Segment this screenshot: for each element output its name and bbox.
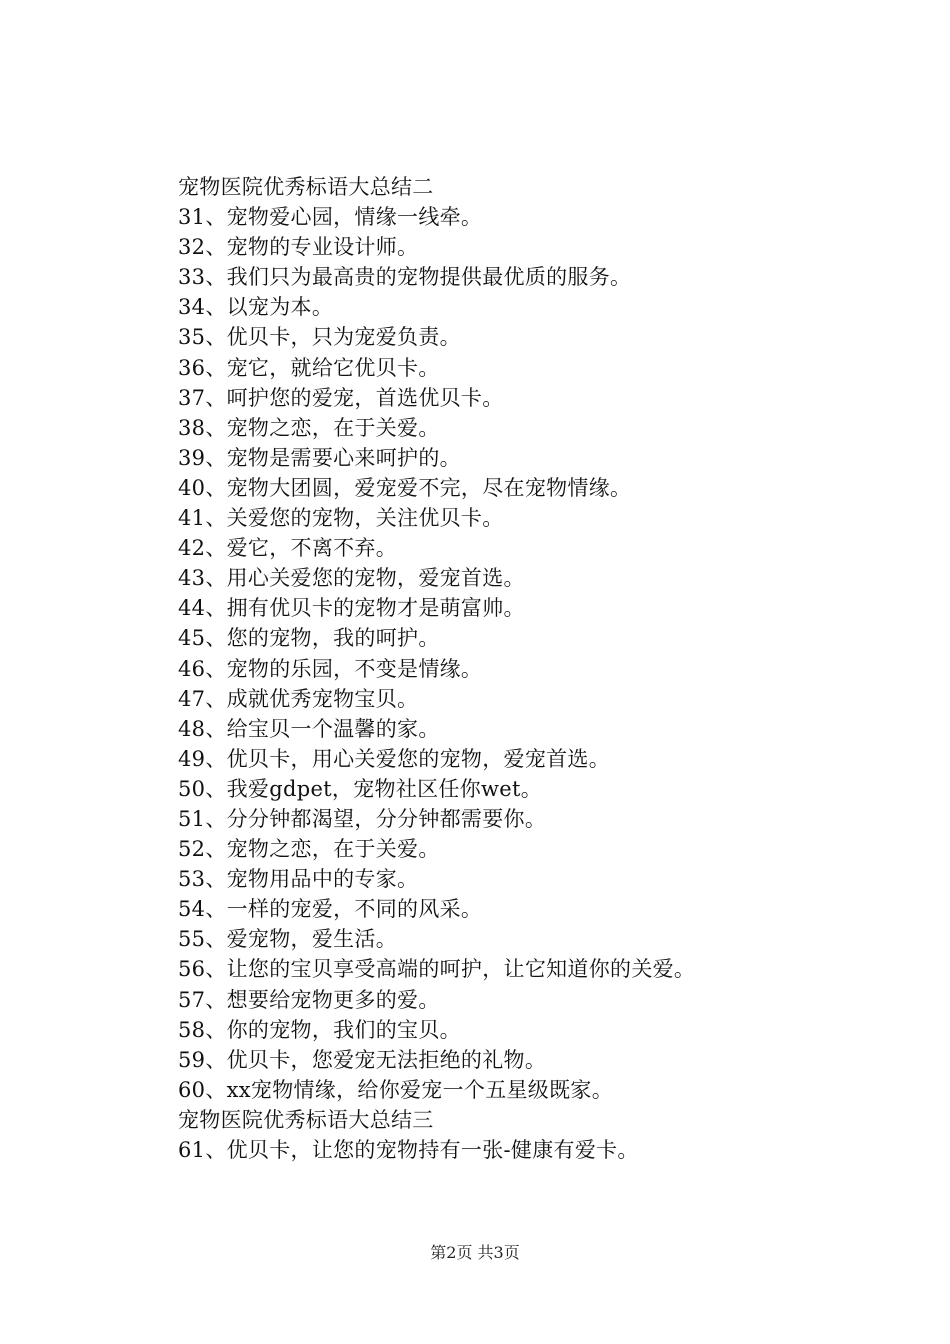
slogan-line: 39、宠物是需要心来呵护的。 [178,445,461,470]
slogan-line: 43、用心关爱您的宠物，爱宠首选。 [178,566,525,591]
slogan-line: 47、成就优秀宠物宝贝。 [178,686,419,711]
section-heading: 宠物医院优秀标语大总结三 [178,1107,434,1132]
slogan-line: 41、关爱您的宠物，关注优贝卡。 [178,506,504,531]
slogan-line: 56、让您的宝贝享受高端的呵护，让它知道你的关爱。 [178,957,696,982]
slogan-line: 44、拥有优贝卡的宠物才是萌富帅。 [178,596,525,621]
section-heading: 宠物医院优秀标语大总结二 [178,175,434,199]
slogan-line: 37、呵护您的爱宠，首选优贝卡。 [178,385,504,410]
slogan-line: 31、宠物爱心园，情缘一线牵。 [178,205,483,230]
slogan-line: 33、我们只为最高贵的宠物提供最优质的服务。 [178,265,632,290]
slogan-line: 61、优贝卡，让您的宠物持有一张-健康有爱卡。 [178,1138,639,1162]
slogan-line: 53、宠物用品中的专家。 [178,867,419,892]
document-body [178,172,938,1165]
slogan-line: 60、xx宠物情缘，给你爱宠一个五星级既家。 [178,1077,614,1102]
slogan-line: 58、你的宠物，我们的宝贝。 [178,1017,461,1042]
slogan-line: 57、想要给宠物更多的爱。 [178,987,440,1012]
slogan-line: 38、宠物之恋，在于关爱。 [178,415,440,440]
slogan-line: 50、我爱gdpet，宠物社区任你wet。 [178,776,543,801]
page-footer: 第2页 共3页 [430,1243,520,1262]
slogan-line: 51、分分钟都渴望，分分钟都需要你。 [178,806,547,831]
slogan-line: 40、宠物大团圆，爱宠爱不完，尽在宠物情缘。 [178,475,632,500]
slogan-line: 36、宠它，就给它优贝卡。 [178,355,440,380]
slogan-line: 45、您的宠物，我的呵护。 [178,626,440,651]
slogan-line: 46、宠物的乐园，不变是情缘。 [178,656,483,681]
slogan-line: 49、优贝卡，用心关爱您的宠物，爱宠首选。 [178,746,611,771]
slogan-line: 35、优贝卡，只为宠爱负责。 [178,325,461,350]
slogan-line: 34、以宠为本。 [178,295,334,320]
slogan-line: 32、宠物的专业设计师。 [178,235,419,260]
slogan-line: 54、一样的宠爱，不同的风采。 [178,897,483,922]
slogan-line: 48、给宝贝一个温馨的家。 [178,716,440,741]
slogan-line: 42、爱它，不离不弃。 [178,536,398,561]
slogan-line: 52、宠物之恋，在于关爱。 [178,837,440,862]
slogan-line: 59、优贝卡，您爱宠无法拒绝的礼物。 [178,1047,547,1072]
slogan-line: 55、爱宠物，爱生活。 [178,927,398,952]
